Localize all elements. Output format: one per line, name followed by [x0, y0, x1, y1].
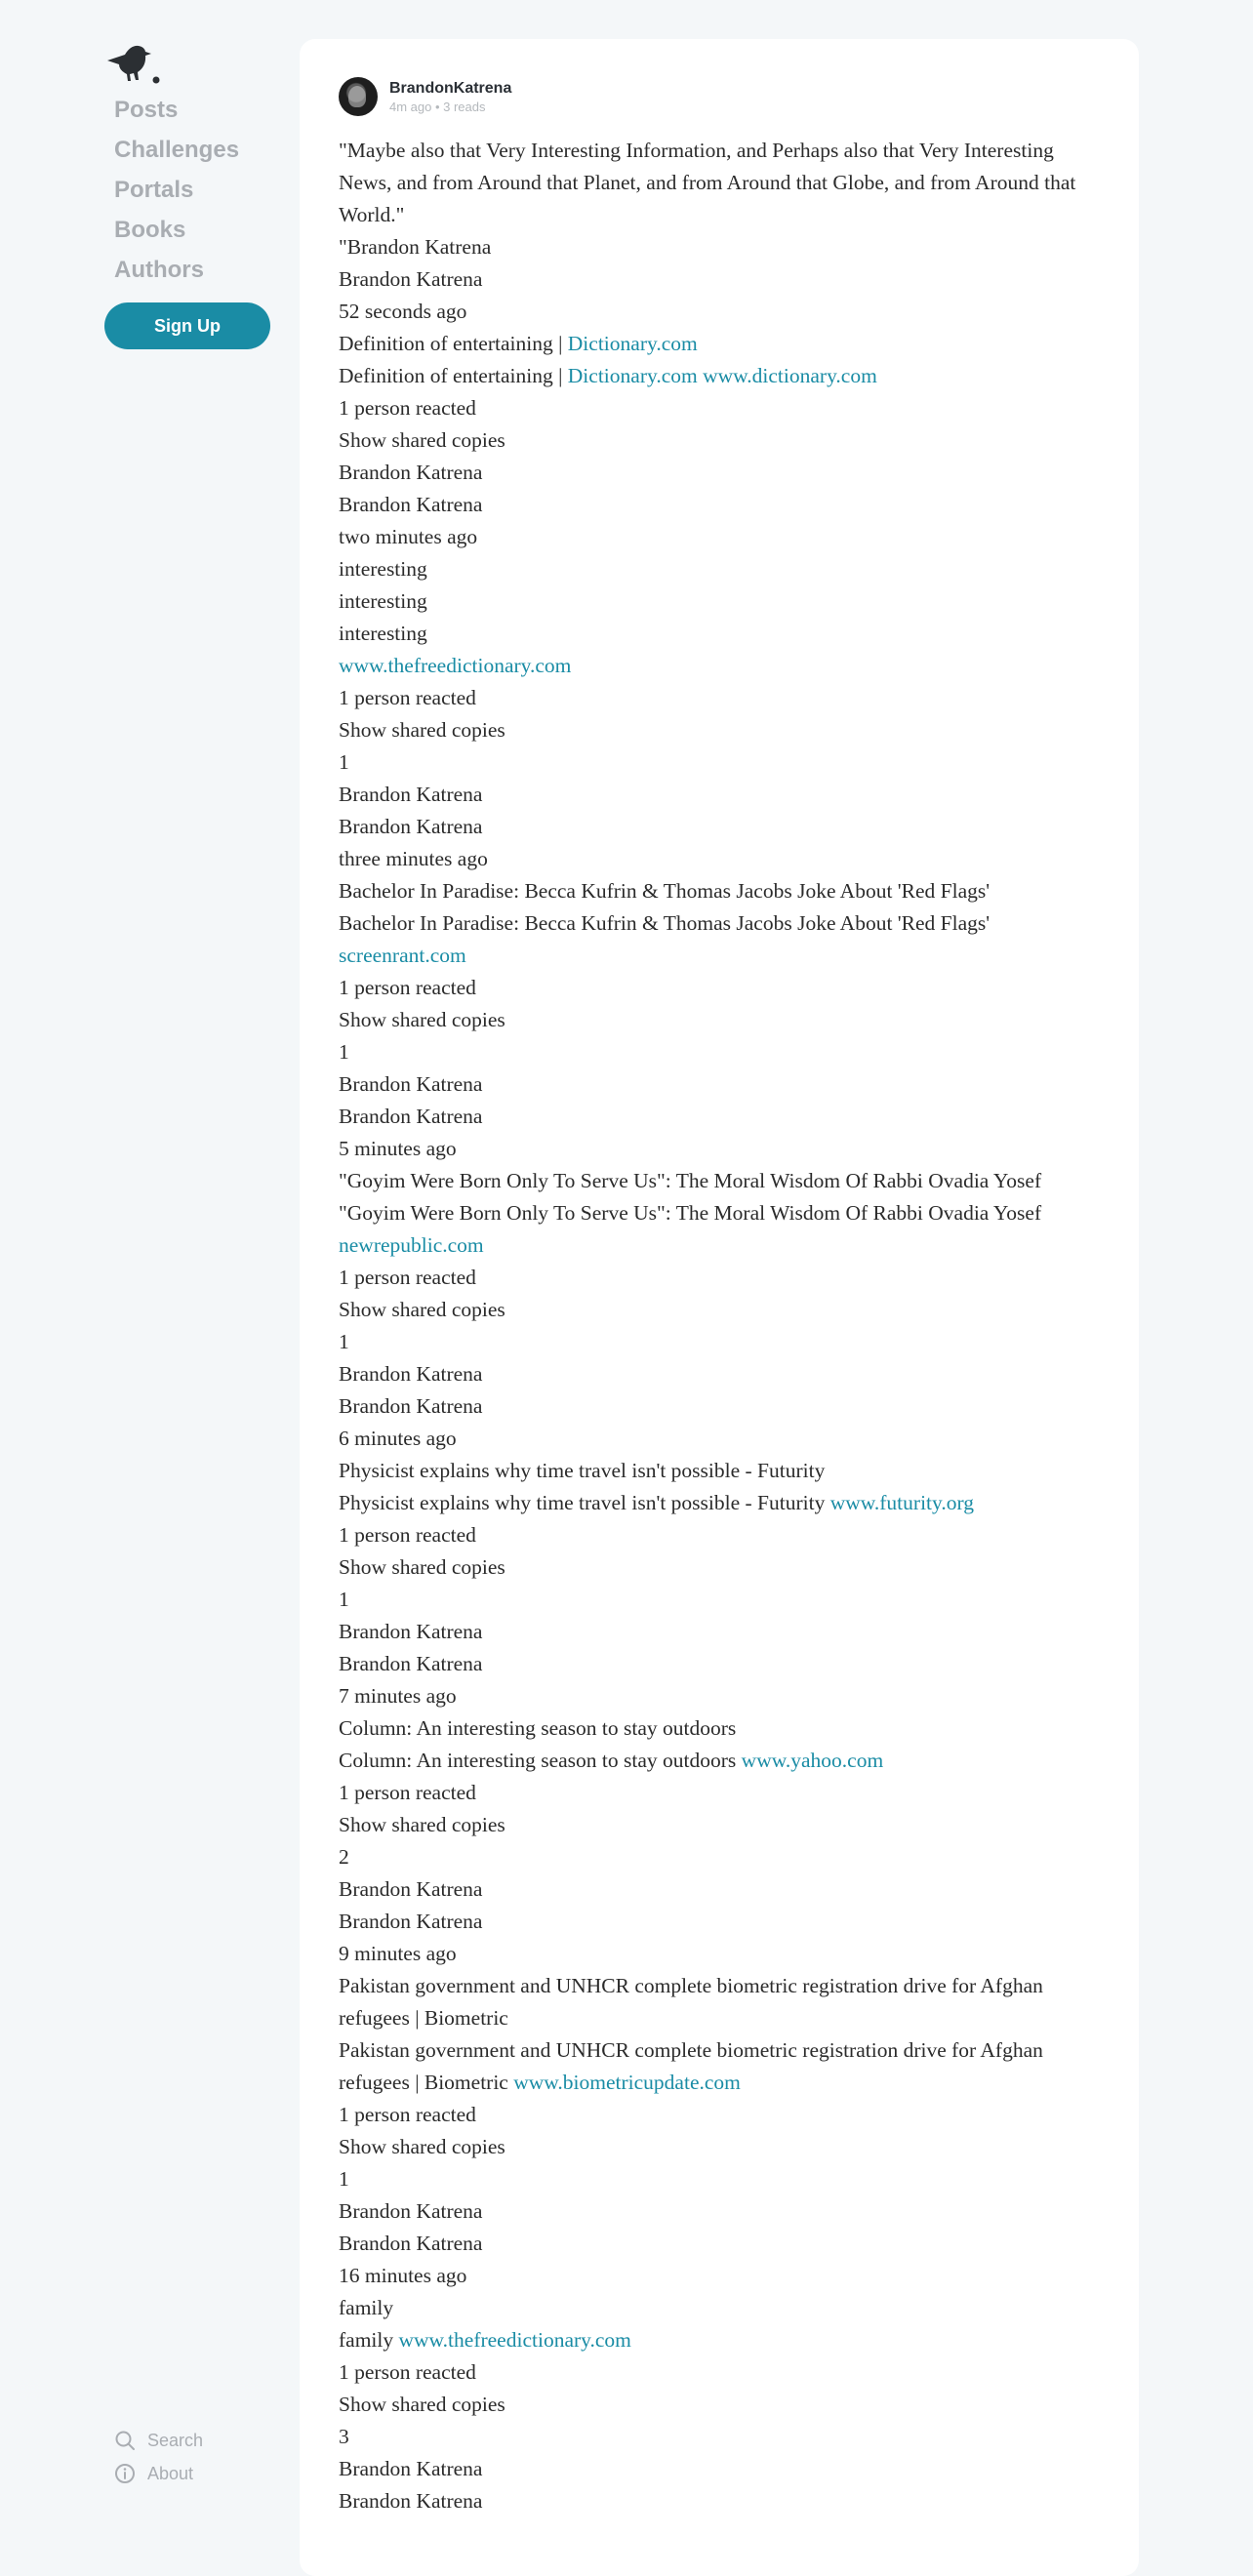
post-line — [339, 553, 1100, 585]
post-line — [339, 1262, 1100, 1294]
post-line-text: 1 person reacted — [339, 1523, 476, 1547]
search-link[interactable] — [114, 2424, 203, 2457]
post-line-text: 1 person reacted — [339, 1266, 476, 1289]
post-line — [339, 2356, 1100, 2389]
post-line-text: 52 seconds ago — [339, 300, 467, 323]
sidebar-nav — [114, 90, 239, 290]
post-line — [339, 1519, 1100, 1551]
post-line — [339, 907, 1100, 940]
post-line-text: 1 — [339, 2167, 349, 2191]
post-line-text: "Goyim Were Born Only To Serve Us": The Moral Wisdom Of Rabbi Ovadia Yosef — [339, 1201, 1042, 1225]
crow-logo-icon[interactable] — [105, 37, 164, 88]
post-line — [339, 521, 1100, 553]
post-line — [339, 1777, 1100, 1809]
sidebar-footer — [114, 2424, 203, 2490]
search-label: Search — [147, 2430, 204, 2450]
post-line-text: Brandon Katrena — [339, 1877, 483, 1901]
post-line — [339, 2260, 1100, 2292]
post-line-text: Brandon Katrena — [339, 1620, 483, 1643]
post-line — [339, 746, 1100, 779]
post-line-text: 1 person reacted — [339, 2360, 476, 2384]
post-line-text: Physicist explains why time travel isn't possible - Futurity — [339, 1491, 830, 1514]
post-line — [339, 2099, 1100, 2131]
post-line-text: 16 minutes ago — [339, 2264, 467, 2287]
post-line-link[interactable]: www.biometricupdate.com — [513, 2071, 741, 2094]
post-line-link[interactable]: www.thefreedictionary.com — [398, 2328, 631, 2352]
post-line — [339, 714, 1100, 746]
post-line-text: Definition of entertaining | — [339, 332, 568, 355]
post-line-text: Definition of entertaining | — [339, 364, 568, 387]
post-line — [339, 231, 1100, 263]
post-line-text: 7 minutes ago — [339, 1684, 457, 1708]
post-line — [339, 2421, 1100, 2453]
post-line — [339, 1133, 1100, 1165]
post-body — [339, 135, 1100, 2517]
post-line-text: 1 — [339, 750, 349, 774]
post-line — [339, 1165, 1100, 1197]
post-line — [339, 1229, 1100, 1262]
post-line-text: Show shared copies — [339, 1008, 505, 1031]
post-line-text: 1 — [339, 1040, 349, 1064]
post-line — [339, 2228, 1100, 2260]
post-line — [339, 457, 1100, 489]
post-line — [339, 1712, 1100, 1745]
post-line-text: 6 minutes ago — [339, 1427, 457, 1450]
post-line-text: Show shared copies — [339, 1813, 505, 1836]
nav-authors[interactable]: Authors — [114, 257, 204, 283]
post-line — [339, 1423, 1100, 1455]
post-line-text: Column: An interesting season to stay outdoors — [339, 1716, 737, 1740]
post-line — [339, 489, 1100, 521]
post-line — [339, 2485, 1100, 2517]
nav-portals[interactable]: Portals — [114, 177, 194, 203]
post-line — [339, 779, 1100, 811]
post-line — [339, 360, 1100, 392]
post-line-text: 5 minutes ago — [339, 1137, 457, 1160]
post-line-text: Show shared copies — [339, 2393, 505, 2416]
post-line — [339, 843, 1100, 875]
post-line-link[interactable]: screenrant.com — [339, 944, 466, 967]
post-line-text: Show shared copies — [339, 428, 505, 452]
post-line — [339, 940, 1100, 972]
post-line — [339, 263, 1100, 296]
post-line-text: Column: An interesting season to stay outdoors — [339, 1749, 742, 1772]
post-line-text: Brandon Katrena — [339, 1105, 483, 1128]
post-line — [339, 392, 1100, 424]
post-line — [339, 2034, 1100, 2099]
post-line-text: Brandon Katrena — [339, 2232, 483, 2255]
post-card — [300, 39, 1139, 2576]
post-line — [339, 1873, 1100, 1906]
post-line-text: 1 person reacted — [339, 1781, 476, 1804]
post-line-text: 1 person reacted — [339, 686, 476, 709]
post-line-text: three minutes ago — [339, 847, 488, 870]
post-line — [339, 618, 1100, 650]
post-line — [339, 1809, 1100, 1841]
post-line-text: Brandon Katrena — [339, 1910, 483, 1933]
post-line — [339, 682, 1100, 714]
post-line — [339, 2195, 1100, 2228]
post-line — [339, 1101, 1100, 1133]
nav-posts[interactable]: Posts — [114, 97, 179, 123]
post-meta: 4m ago • 3 reads — [389, 99, 486, 114]
post-line-text: Brandon Katrena — [339, 2489, 483, 2513]
post-line-text: 3 — [339, 2425, 349, 2448]
post-line — [339, 585, 1100, 618]
post-line — [339, 1970, 1100, 2034]
post-line-text: Brandon Katrena — [339, 1394, 483, 1418]
post-line-text: Brandon Katrena — [339, 493, 483, 516]
post-line-text: Brandon Katrena — [339, 1652, 483, 1675]
post-line-text: 1 person reacted — [339, 2103, 476, 2126]
post-line-text: Brandon Katrena — [339, 461, 483, 484]
post-line-text: Show shared copies — [339, 1555, 505, 1579]
post-line — [339, 1745, 1100, 1777]
post-line-link[interactable]: www.thefreedictionary.com — [339, 654, 572, 677]
post-line-text: Pakistan government and UNHCR complete biometric registration drive for Afghan refugees | Biometric — [339, 1974, 1043, 2030]
post-line-text: Brandon Katrena — [339, 815, 483, 838]
nav-books[interactable]: Books — [114, 217, 186, 243]
nav-challenges[interactable]: Challenges — [114, 137, 240, 163]
post-line-text: Show shared copies — [339, 718, 505, 742]
post-line-text: interesting — [339, 589, 427, 613]
post-line-text: 1 person reacted — [339, 396, 476, 420]
post-line — [339, 811, 1100, 843]
post-line — [339, 2131, 1100, 2163]
post-line-link[interactable]: newrepublic.com — [339, 1233, 484, 1257]
post-line — [339, 328, 1100, 360]
post-line-text: Show shared copies — [339, 1298, 505, 1321]
post-line — [339, 2163, 1100, 2195]
post-line — [339, 1197, 1100, 1229]
post-line — [339, 875, 1100, 907]
post-line-link[interactable]: www.yahoo.com — [741, 1749, 884, 1772]
about-link[interactable] — [114, 2457, 203, 2490]
post-line-text: Brandon Katrena — [339, 2457, 483, 2480]
post-line-text: "Brandon Katrena — [339, 235, 492, 259]
post-line-text: Physicist explains why time travel isn't possible - Futurity — [339, 1459, 826, 1482]
post-line — [339, 2389, 1100, 2421]
post-line-text: interesting — [339, 622, 427, 645]
post-line — [339, 972, 1100, 1004]
post-line — [339, 1455, 1100, 1487]
post-line-text: Brandon Katrena — [339, 267, 483, 291]
post-line — [339, 2292, 1100, 2324]
post-line — [339, 1036, 1100, 1068]
post-line-text: 2 — [339, 1845, 349, 1869]
avatar[interactable] — [339, 77, 378, 116]
info-icon — [114, 2463, 136, 2484]
post-line-text: Brandon Katrena — [339, 2199, 483, 2223]
post-quote: "Maybe also that Very Interesting Information, and Perhaps also that Very Interesting News, and from Around that Planet, and from Around that Globe, and from Around that World." — [339, 139, 1076, 226]
post-line-link[interactable]: Dictionary.com www.dictionary.com — [567, 364, 877, 387]
post-line-text: Brandon Katrena — [339, 1072, 483, 1096]
sign-up-button[interactable]: Sign Up — [104, 302, 270, 349]
post-line — [339, 1680, 1100, 1712]
post-line — [339, 1326, 1100, 1358]
post-line — [339, 1906, 1100, 1938]
post-line-text: "Goyim Were Born Only To Serve Us": The Moral Wisdom Of Rabbi Ovadia Yosef — [339, 1169, 1042, 1192]
post-line-link[interactable]: Dictionary.com — [567, 332, 698, 355]
post-line — [339, 650, 1100, 682]
post-line — [339, 1616, 1100, 1648]
post-line — [339, 296, 1100, 328]
post-line-text: family — [339, 2296, 394, 2319]
post-line — [339, 1294, 1100, 1326]
post-line — [339, 1358, 1100, 1390]
post-line — [339, 424, 1100, 457]
post-line — [339, 2324, 1100, 2356]
post-line-text: 1 — [339, 1588, 349, 1611]
post-author-header — [339, 77, 511, 116]
post-line-text: Bachelor In Paradise: Becca Kufrin & Thomas Jacobs Joke About 'Red Flags' — [339, 911, 990, 935]
post-line-text: family — [339, 2328, 399, 2352]
post-line-text: Show shared copies — [339, 2135, 505, 2158]
post-line — [339, 1390, 1100, 1423]
post-line-text: Bachelor In Paradise: Becca Kufrin & Thomas Jacobs Joke About 'Red Flags' — [339, 879, 990, 903]
post-line — [339, 2453, 1100, 2485]
post-line-text: Pakistan government and UNHCR complete biometric registration drive for Afghan refugees | Biometric — [339, 2038, 1043, 2094]
post-line — [339, 1487, 1100, 1519]
post-line-text: interesting — [339, 557, 427, 581]
post-line — [339, 1584, 1100, 1616]
about-label: About — [147, 2463, 194, 2483]
post-line-text: 9 minutes ago — [339, 1942, 457, 1965]
search-icon — [114, 2430, 136, 2451]
post-line-text: Brandon Katrena — [339, 783, 483, 806]
post-line — [339, 1648, 1100, 1680]
post-line — [339, 1068, 1100, 1101]
post-line-text: 1 — [339, 1330, 349, 1353]
post-line-text: two minutes ago — [339, 525, 478, 548]
post-line — [339, 1004, 1100, 1036]
post-line-text: Brandon Katrena — [339, 1362, 483, 1386]
post-line — [339, 1938, 1100, 1970]
post-line — [339, 1551, 1100, 1584]
author-name[interactable]: BrandonKatrena — [389, 79, 512, 97]
post-line-link[interactable]: www.futurity.org — [829, 1491, 975, 1514]
post-line-text: 1 person reacted — [339, 976, 476, 999]
post-line — [339, 1841, 1100, 1873]
